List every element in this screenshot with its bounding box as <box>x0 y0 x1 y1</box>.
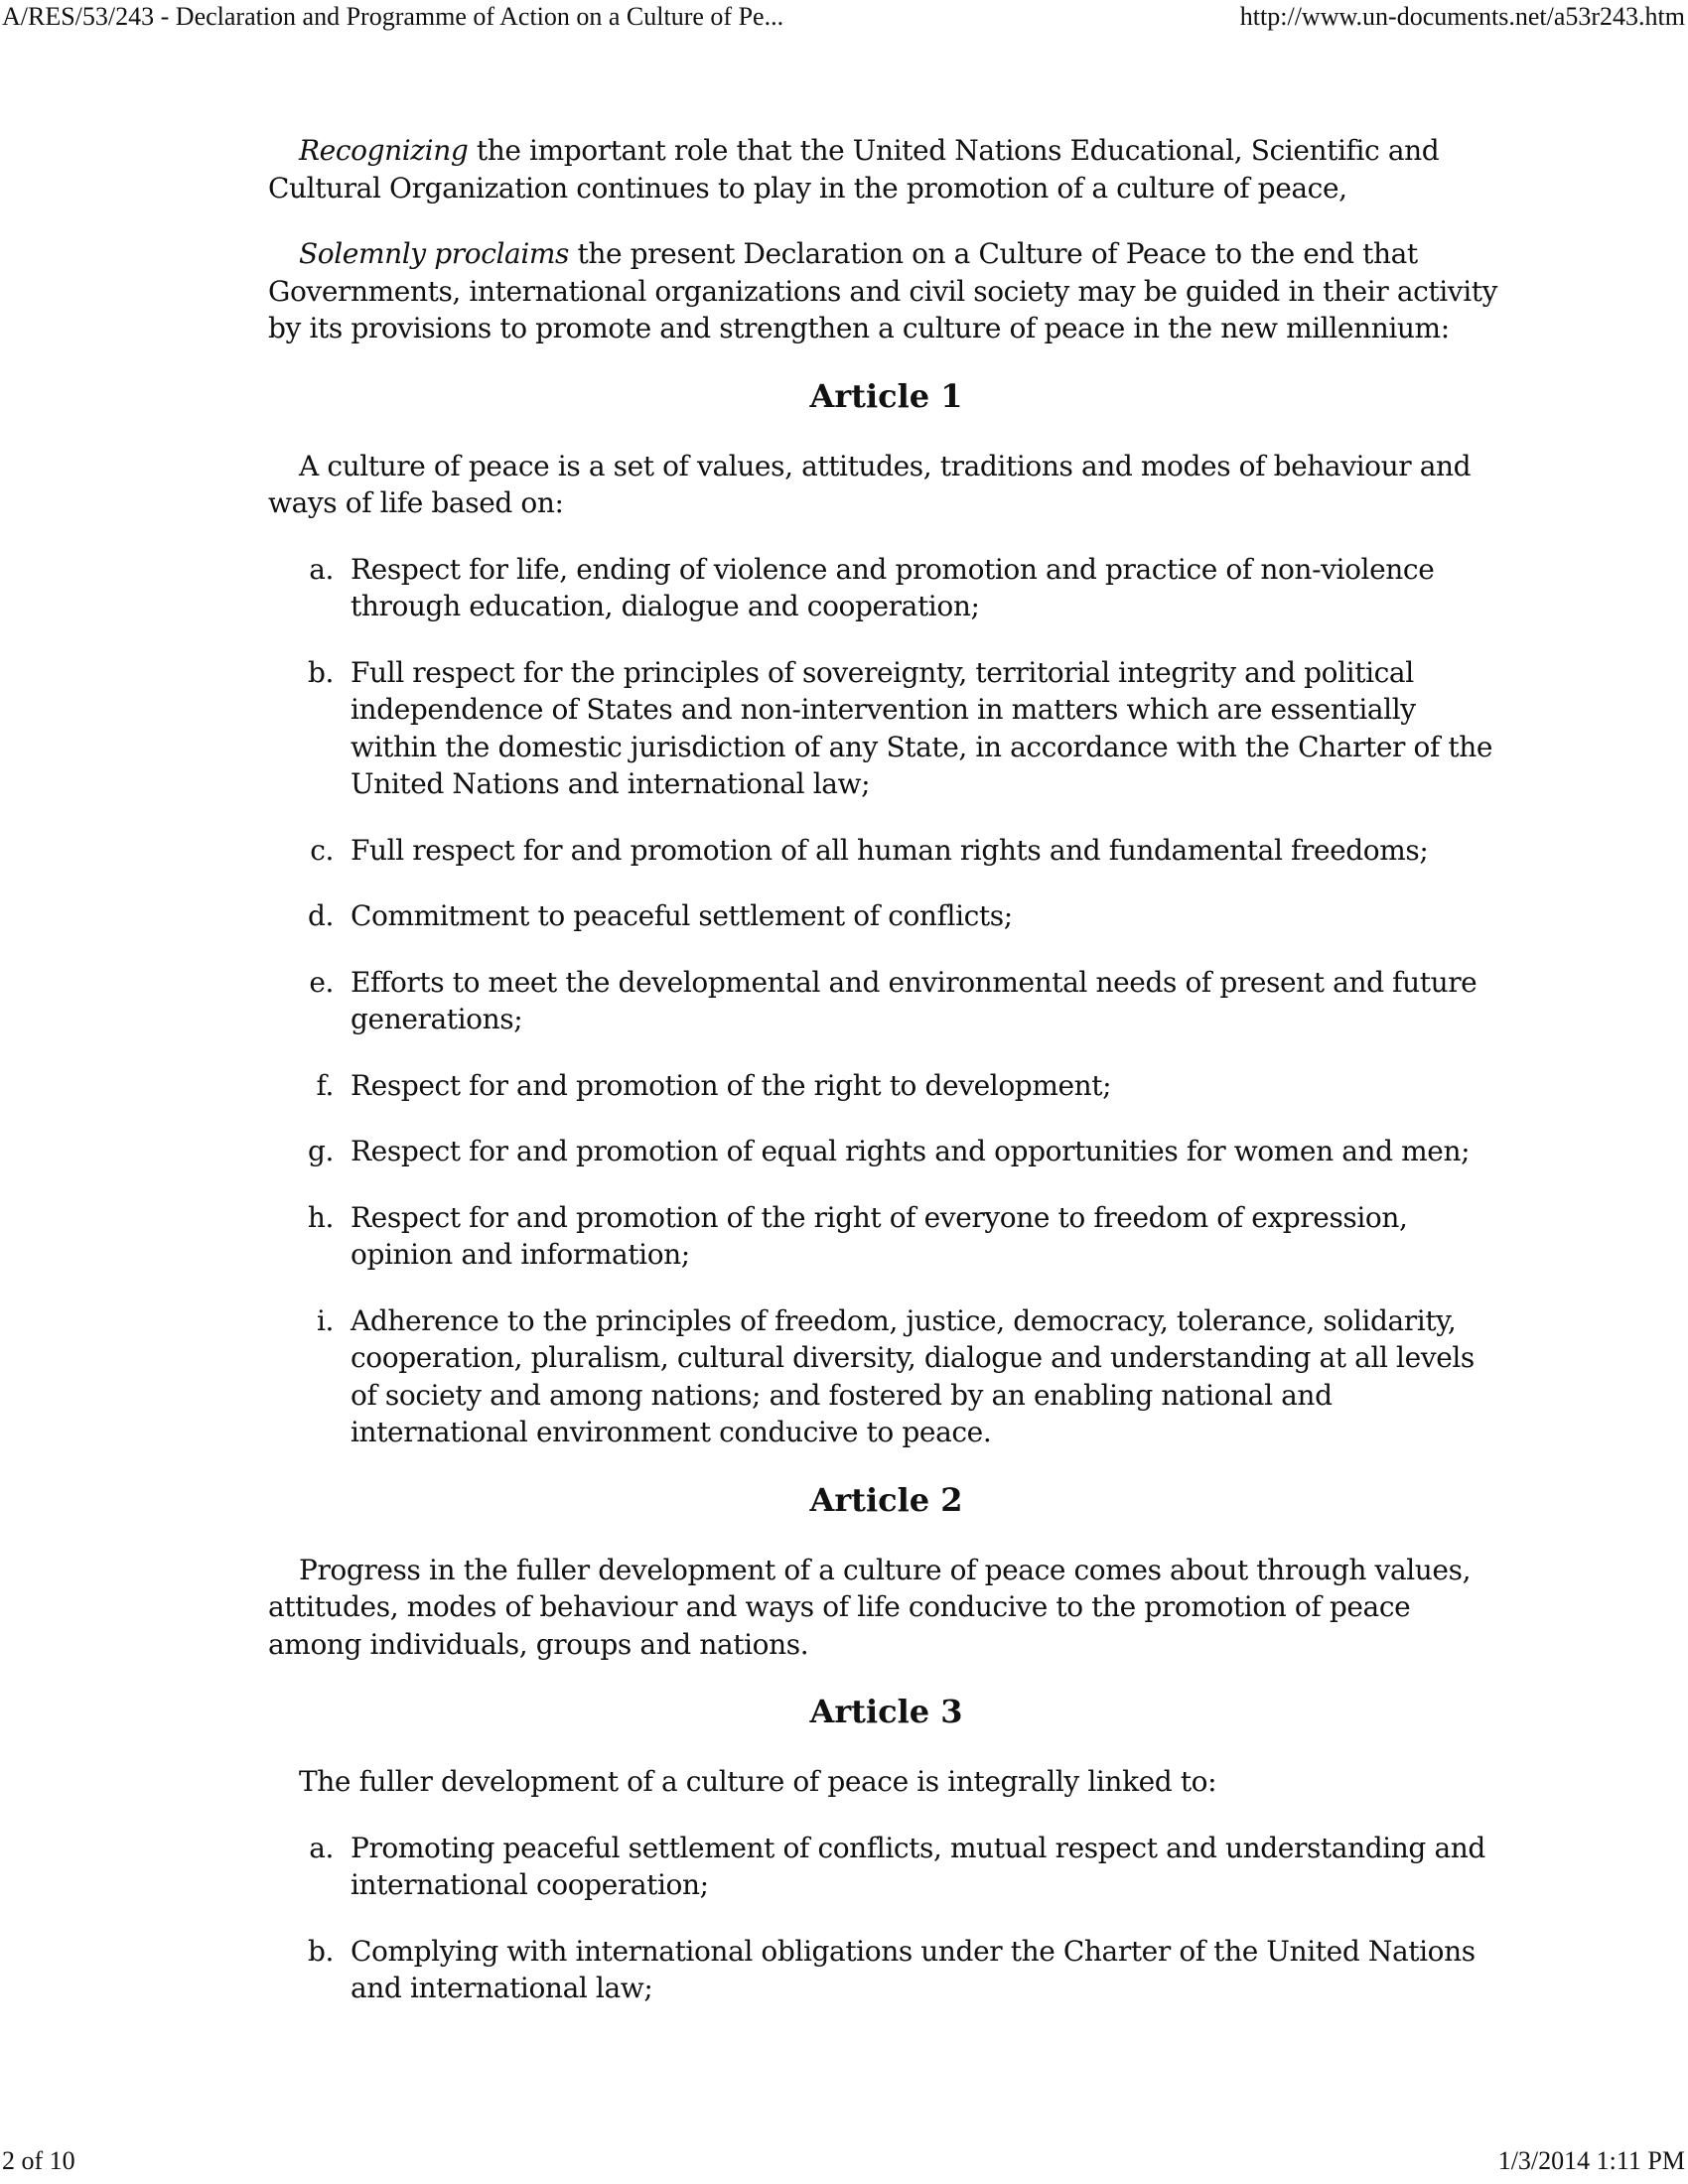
article-3-list <box>268 1830 1504 2007</box>
article-1-intro: A culture of peace is a set of values, attitudes, traditions and modes of behaviour and ways of life based on: <box>268 449 1472 519</box>
list-item <box>268 964 1504 1038</box>
list-marker: h. <box>307 1200 334 1234</box>
list-item <box>268 1302 1504 1451</box>
list-marker: b. <box>307 655 334 689</box>
print-footer-page: 2 of 10 <box>2 2146 75 2175</box>
article-1-heading: Article 1 <box>809 376 963 415</box>
article-3-intro: The fuller development of a culture of peace is integrally linked to: <box>299 1765 1217 1798</box>
article-3-heading: Article 3 <box>809 1693 963 1730</box>
list-marker: f. <box>316 1068 334 1102</box>
list-item-text: Complying with international obligations under the Charter of the United Nations and international law; <box>351 1934 1476 2004</box>
preamble-recognizing <box>268 132 1504 206</box>
list-marker: b. <box>307 1934 334 1968</box>
list-marker: a. <box>309 1831 334 1864</box>
list-item <box>268 1133 1504 1170</box>
print-footer-datetime: 1/3/2014 1:11 PM <box>1497 2146 1685 2175</box>
list-item <box>268 1067 1504 1105</box>
print-header-url: http://www.un-documents.net/a53r243.htm <box>1239 2 1685 31</box>
list-marker: d. <box>307 899 334 932</box>
list-item <box>268 1199 1504 1274</box>
list-item-text: Respect for and promotion of the right to development; <box>351 1068 1112 1102</box>
preamble-lead: Recognizing <box>299 134 469 167</box>
list-item <box>268 654 1504 803</box>
list-item-text: Full respect for the principles of sovereignty, territorial integrity and political independence of States and non-intervention in matters which are essentially within the domestic jurisdiction of any State, in accordance with the Charter of the United Nations and international law; <box>351 655 1493 800</box>
list-marker: c. <box>310 833 334 867</box>
preamble-lead: Solemnly proclaims <box>299 237 569 270</box>
article-2-heading: Article 2 <box>809 1480 963 1519</box>
list-marker: i. <box>316 1303 334 1337</box>
article-1-list <box>268 551 1504 1451</box>
document-body <box>268 132 1504 2036</box>
list-item <box>268 897 1504 935</box>
list-item <box>268 832 1504 870</box>
list-item-text: Efforts to meet the developmental and environmental needs of present and future generations; <box>351 965 1477 1035</box>
list-item-text: Adherence to the principles of freedom, justice, democracy, tolerance, solidarity, cooperation, pluralism, cultural diversity, dialogue and understanding at all levels of society and among nations; and fostered by an enabling national and international environment conducive to peace. <box>351 1303 1475 1448</box>
list-item-text: Respect for and promotion of equal rights and opportunities for women and men; <box>351 1135 1471 1167</box>
list-item <box>268 1933 1504 2007</box>
list-item-text: Commitment to peaceful settlement of conflicts; <box>351 899 1013 932</box>
list-marker: a. <box>309 552 334 586</box>
list-item-text: Full respect for and promotion of all human rights and fundamental freedoms; <box>351 833 1429 867</box>
list-item-text: Promoting peaceful settlement of conflicts, mutual respect and understanding and international cooperation; <box>351 1831 1485 1901</box>
list-item <box>268 551 1504 625</box>
list-marker: g. <box>307 1135 334 1167</box>
preamble-text: the present Declaration on a Culture of Peace to the end that Governments, international organizations and civil society may be guided in their activity by its provisions to promote and strengthen a culture of peace in the new millennium: <box>268 237 1498 344</box>
list-marker: e. <box>309 965 334 999</box>
list-item <box>268 1830 1504 1904</box>
list-item-text: Respect for life, ending of violence and promotion and practice of non-violence through education, dialogue and cooperation; <box>351 552 1435 622</box>
article-2-intro: Progress in the fuller development of a culture of peace comes about through values, attitudes, modes of behaviour and ways of life conducive to the promotion of peace among individuals, groups and nations. <box>268 1553 1472 1661</box>
print-header-title: A/RES/53/243 - Declaration and Programme of Action on a Culture of Pe... <box>2 2 784 31</box>
list-item-text: Respect for and promotion of the right of everyone to freedom of expression, opinion and information; <box>351 1200 1408 1271</box>
preamble-proclaims <box>268 235 1504 347</box>
preamble-text: the important role that the United Nations Educational, Scientific and Cultural Organization continues to play in the promotion of a culture of peace, <box>268 134 1440 205</box>
